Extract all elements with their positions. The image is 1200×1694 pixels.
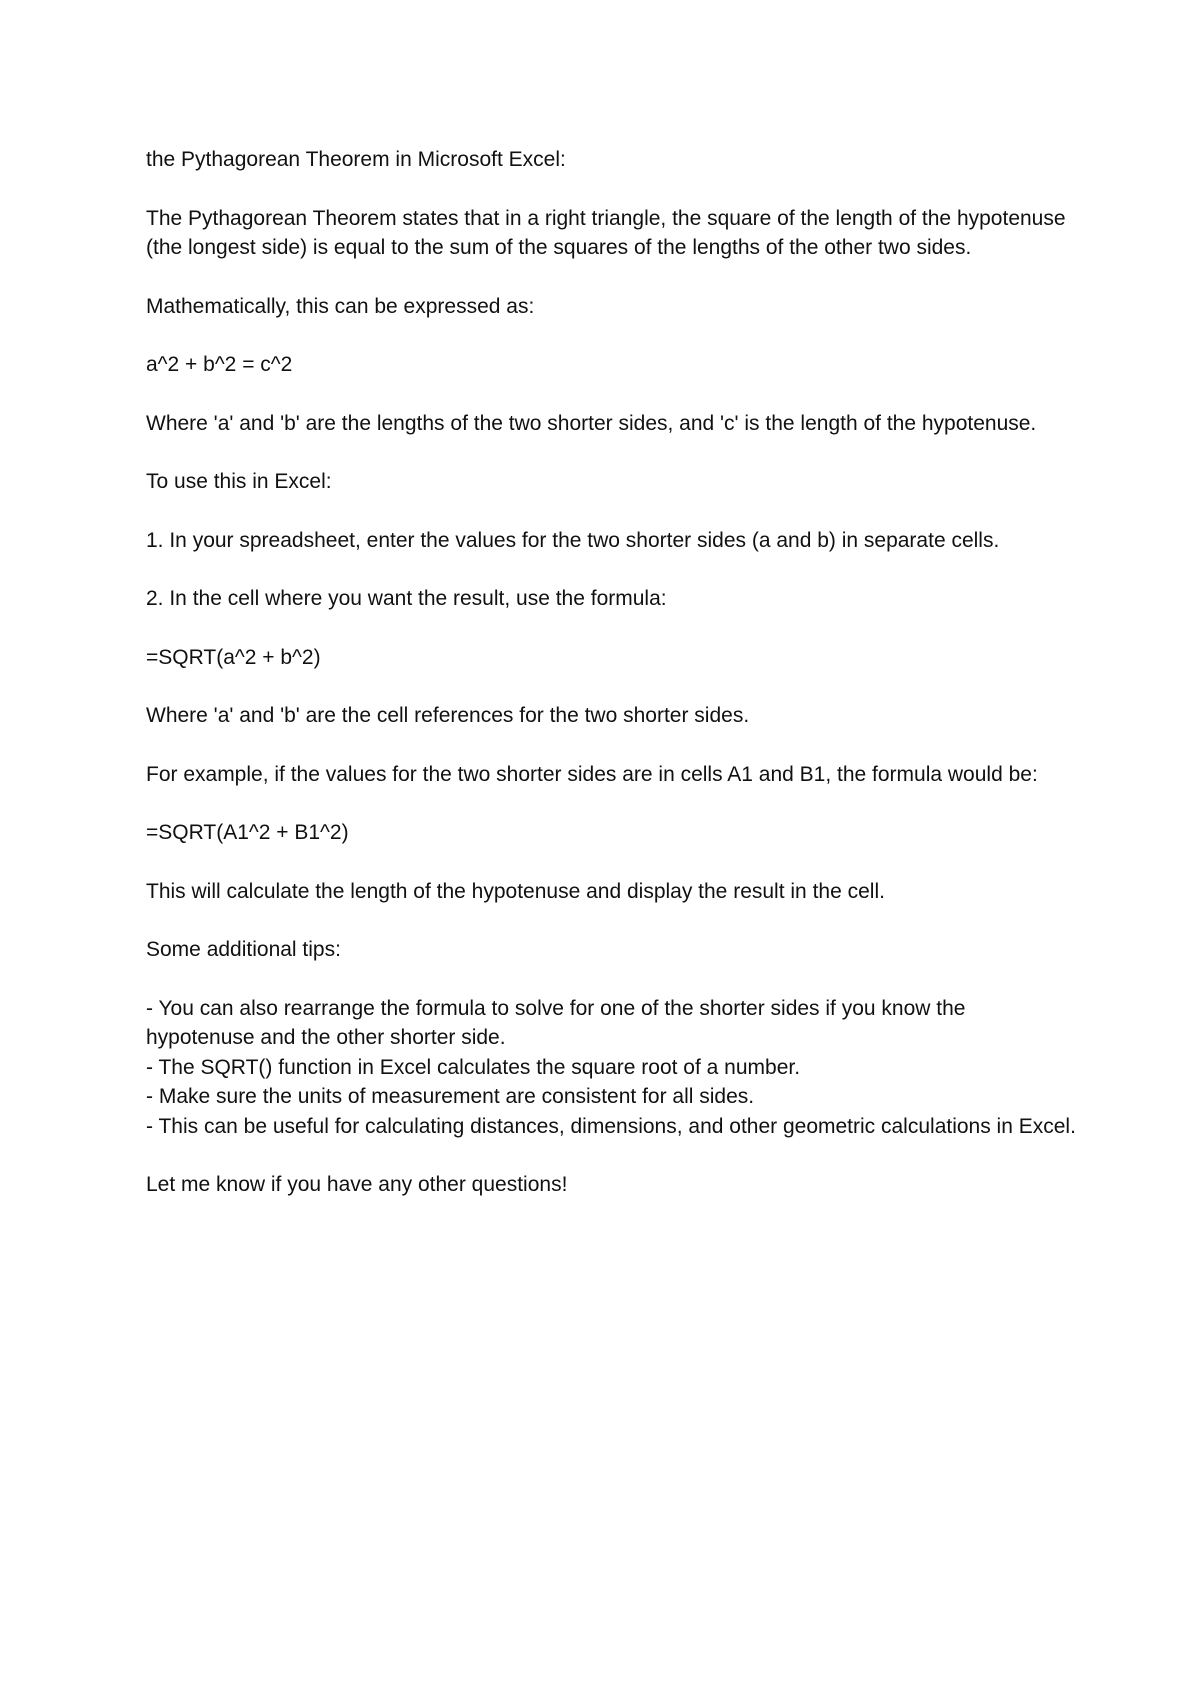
tip-item: - Make sure the units of measurement are consistent for all sides. (146, 1085, 755, 1108)
math-intro-paragraph: Mathematically, this can be expressed as: (146, 294, 535, 318)
equation-line: a^2 + b^2 = c^2 (146, 353, 293, 376)
step-1-paragraph: 1. In your spreadsheet, enter the values for the two shorter sides (a and b) in separate cells. (146, 528, 1000, 552)
step-2-paragraph: 2. In the cell where you want the result, use the formula: (146, 587, 667, 610)
excel-intro-paragraph: To use this in Excel: (146, 470, 332, 493)
tips-heading: Some additional tips: (146, 938, 341, 961)
document-body (146, 145, 1076, 1229)
document-title: the Pythagorean Theorem in Microsoft Excel: (146, 148, 566, 171)
tip-item: - You can also rearrange the formula to solve for one of the shorter sides if you know the hypotenuse and the other shorter side. (146, 996, 966, 1049)
example-intro-paragraph: For example, if the values for the two shorter sides are in cells A1 and B1, the formula would be: (146, 762, 1038, 786)
intro-paragraph: The Pythagorean Theorem states that in a right triangle, the square of the length of the hypotenuse (the longest side) is equal to the sum of the squares of the lengths of the other two sides. (146, 206, 1066, 259)
formula-explanation-paragraph: Where 'a' and 'b' are the cell references for the two shorter sides. (146, 704, 750, 727)
closing-paragraph: Let me know if you have any other questions! (146, 1173, 568, 1196)
equation-explanation-paragraph: Where 'a' and 'b' are the lengths of the two shorter sides, and 'c' is the length of the hypotenuse. (146, 411, 1037, 435)
tip-item: - This can be useful for calculating distances, dimensions, and other geometric calculations in Excel. (146, 1114, 1076, 1138)
tip-item: - The SQRT() function in Excel calculates the square root of a number. (146, 1055, 801, 1079)
result-note-paragraph: This will calculate the length of the hypotenuse and display the result in the cell. (146, 879, 885, 903)
generic-formula-line: =SQRT(a^2 + b^2) (146, 645, 321, 669)
tips-list (146, 994, 1076, 1142)
example-formula-line: =SQRT(A1^2 + B1^2) (146, 821, 349, 844)
